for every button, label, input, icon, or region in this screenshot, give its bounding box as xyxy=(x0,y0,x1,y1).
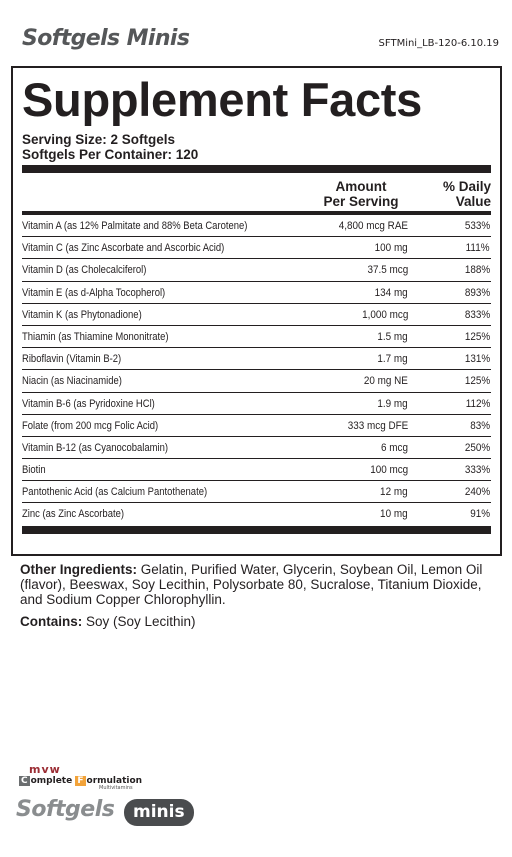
nutrient-amount: 1.9 mg xyxy=(377,397,408,410)
nutrient-name: Zinc (as Zinc Ascorbate) xyxy=(22,508,124,521)
product-name: Softgels Minis xyxy=(22,26,190,51)
nutrient-name: Vitamin C (as Zinc Ascorbate and Ascorbic Acid) xyxy=(22,242,225,255)
nutrient-daily-value: 111% xyxy=(466,242,490,255)
contains xyxy=(20,614,500,629)
nutrient-row xyxy=(22,503,491,525)
bottom-thick-divider xyxy=(22,526,491,534)
nutrient-row xyxy=(22,237,491,259)
page-header xyxy=(0,0,512,62)
nutrient-daily-value: 91% xyxy=(470,508,490,521)
amount-header-line1: Amount xyxy=(335,179,387,194)
servings-per-container: Softgels Per Container: 120 xyxy=(22,147,199,162)
nutrient-name: Vitamin D (as Cholecalciferol) xyxy=(22,264,147,277)
panel-title: Supplement Facts xyxy=(22,73,423,126)
nutrient-amount: 12 mg xyxy=(380,486,408,499)
serving-size: Serving Size: 2 Softgels xyxy=(22,132,176,147)
column-header xyxy=(22,173,491,211)
other-ingredients-label: Other Ingredients: xyxy=(20,562,138,577)
nutrient-daily-value: 250% xyxy=(464,441,490,454)
nutrient-row xyxy=(22,348,491,370)
label-code: SFTMini_LB-120-6.10.19 xyxy=(378,38,499,49)
nutrient-name: Vitamin E (as d-Alpha Tocopherol) xyxy=(22,286,166,299)
footnote xyxy=(20,562,500,629)
nutrient-row xyxy=(22,282,491,304)
nutrient-name: Pantothenic Acid (as Calcium Pantothenate) xyxy=(22,486,208,499)
nutrient-name: Vitamin A (as 12% Palmitate and 88% Beta Carotene) xyxy=(22,220,248,232)
nutrient-name: Thiamin (as Thiamine Mononitrate) xyxy=(22,330,169,343)
supplement-facts-panel xyxy=(11,66,502,556)
nutrient-amount: 100 mg xyxy=(374,242,408,255)
nutrient-daily-value: 240% xyxy=(464,486,490,499)
nutrient-row xyxy=(22,437,491,459)
nutrient-name: Biotin xyxy=(22,464,46,477)
nutrient-daily-value: 131% xyxy=(464,353,490,366)
cf-c-letter: C xyxy=(21,776,28,786)
nutrient-amount: 4,800 mcg RAE xyxy=(338,220,408,232)
dv-header-line1: % Daily xyxy=(442,179,491,194)
nutrient-amount: 6 mcg xyxy=(381,441,408,454)
minis-logo-pill: minis xyxy=(124,799,194,826)
nutrient-row xyxy=(22,481,491,503)
nutrient-amount: 1,000 mcg xyxy=(361,308,408,321)
contains-text: Soy (Soy Lecithin) xyxy=(82,614,196,629)
cf-ormulation: ormulation xyxy=(86,776,143,786)
serving-info xyxy=(22,132,491,162)
complete-formulation-logo xyxy=(19,776,216,791)
nutrient-name: Folate (from 200 mcg Folic Acid) xyxy=(22,419,159,432)
nutrient-row xyxy=(22,370,491,392)
nutrient-amount: 37.5 mcg xyxy=(367,264,408,277)
nutrient-daily-value: 833% xyxy=(464,308,490,321)
nutrient-daily-value: 893% xyxy=(464,286,490,299)
thick-divider xyxy=(22,165,491,173)
other-ingredients xyxy=(20,562,500,607)
softgels-logo-text: Softgels xyxy=(16,797,115,822)
nutrient-row xyxy=(22,215,491,237)
amount-column-header xyxy=(311,179,411,209)
softgels-minis-logo xyxy=(16,797,216,829)
cf-f-letter: F xyxy=(77,776,84,786)
nutrient-amount: 20 mg NE xyxy=(363,375,408,388)
nutrient-amount: 333 mcg DFE xyxy=(347,419,408,432)
nutrient-name: Vitamin B-12 (as Cyanocobalamin) xyxy=(22,441,168,454)
nutrient-daily-value: 125% xyxy=(464,330,490,343)
contains-label: Contains: xyxy=(20,614,83,629)
nutrient-row xyxy=(22,459,491,481)
daily-value-column-header xyxy=(421,179,491,209)
nutrient-row xyxy=(22,259,491,281)
nutrient-daily-value: 188% xyxy=(464,264,490,277)
cf-omplete: omplete xyxy=(30,776,73,786)
cf-subtitle: Multivitamins xyxy=(99,785,133,791)
nutrient-daily-value: 112% xyxy=(465,397,490,410)
nutrient-name: Vitamin K (as Phytonadione) xyxy=(22,308,142,321)
nutrient-amount: 1.5 mg xyxy=(377,330,408,343)
nutrient-name: Riboflavin (Vitamin B-2) xyxy=(22,353,122,366)
nutrient-name: Niacin (as Niacinamide) xyxy=(22,375,122,388)
nutrient-amount: 1.7 mg xyxy=(377,353,408,366)
nutrient-row xyxy=(22,326,491,348)
nutrient-daily-value: 333% xyxy=(464,464,490,477)
mvw-logo-text: mvw xyxy=(29,763,61,776)
nutrient-row xyxy=(22,304,491,326)
nutrient-amount: 10 mg xyxy=(380,508,408,521)
nutrient-row xyxy=(22,415,491,437)
nutrient-daily-value: 125% xyxy=(464,375,490,388)
other-ingredients-text: Gelatin, Purified Water, Glycerin, Soybean Oil, Lemon Oil (flavor), Beeswax, Soy Lecithin, Polysorbate 80, Sucralose, Titanium Dioxide, and Sodium Copper Chlorophyllin. xyxy=(20,562,483,607)
nutrient-daily-value: 533% xyxy=(464,220,490,232)
nutrient-amount: 134 mg xyxy=(374,286,408,299)
nutrient-rows xyxy=(22,215,491,526)
brand-logo xyxy=(16,763,216,843)
nutrient-name: Vitamin B-6 (as Pyridoxine HCl) xyxy=(22,397,155,410)
dv-header-line2: Value xyxy=(455,194,491,209)
amount-header-line2: Per Serving xyxy=(323,194,399,209)
nutrient-daily-value: 83% xyxy=(470,419,490,432)
nutrient-amount: 100 mcg xyxy=(370,464,408,477)
nutrient-row xyxy=(22,393,491,415)
